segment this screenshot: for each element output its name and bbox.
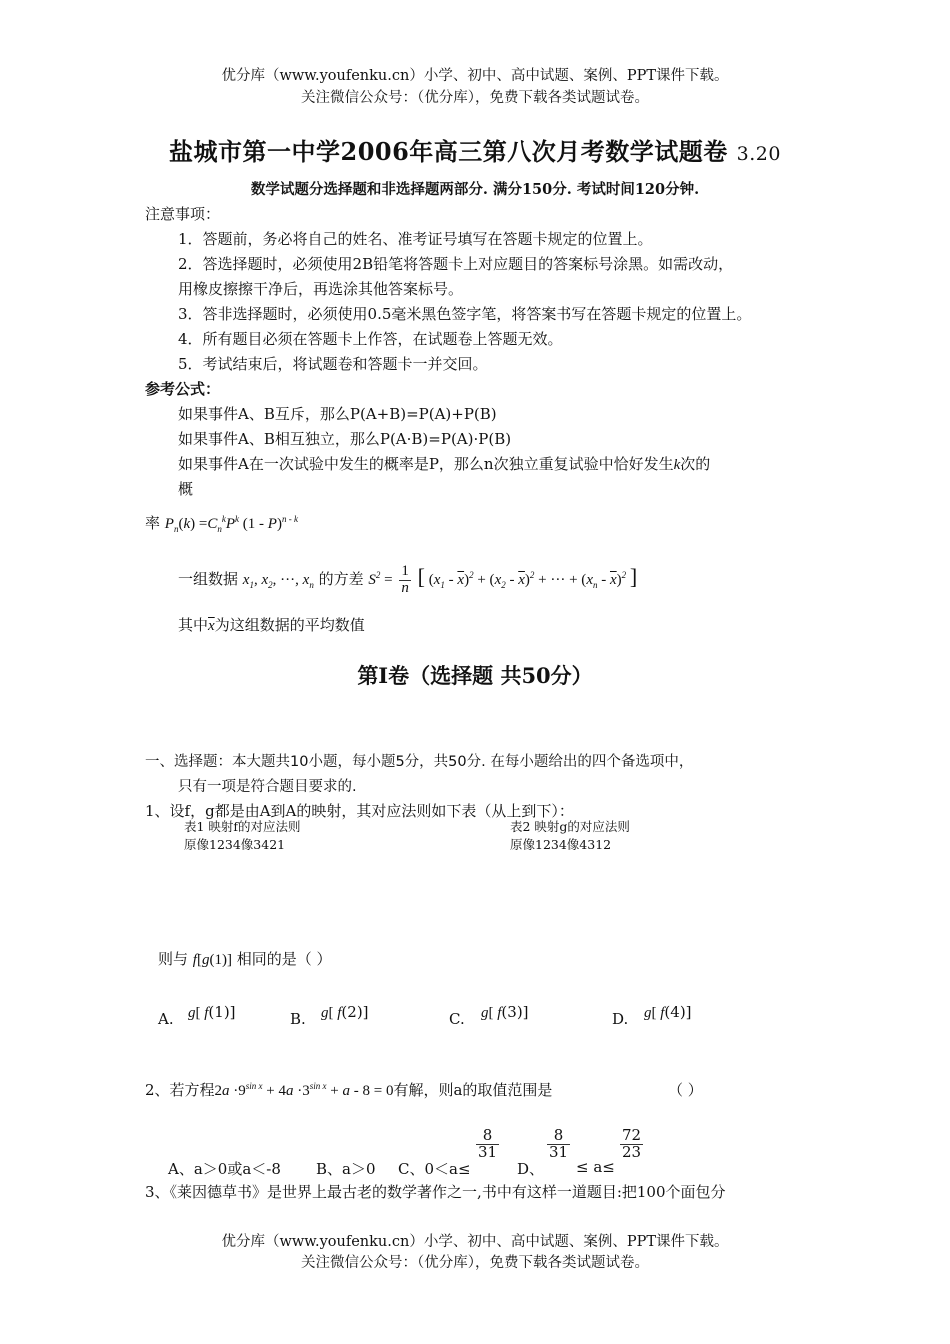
q2-option-d-leq: ≤ a≤ [576, 1158, 615, 1176]
section-title: 第Ⅰ卷（选择题 共50分） [357, 663, 593, 688]
q2-option-a: A、a＞0或a＜-8 [168, 1160, 281, 1178]
part1-instructions-2: 只有一项是符合题目要求的. [178, 779, 357, 795]
header-line-1: 优分库（www.youfenku.cn）小学、初中、高中试题、案例、PPT课件下载。 [221, 68, 729, 84]
formula-binomial-text: 如果事件A在一次试验中发生的概率是P，那么n次独立重复试验中恰好发生k次的 [178, 455, 711, 473]
header-line-2: 关注微信公众号：（优分库），免费下载各类试题试卷。 [301, 90, 649, 106]
q1-stem: 1、设f，g都是由A到A的映射，其对应法则如下表（从上到下）： [145, 802, 574, 820]
q1-table2-row: 原像1234像4312 [510, 837, 612, 852]
subtitle: 数学试题分选择题和非选择题两部分. 满分150分. 考试时间120分钟. [250, 181, 700, 198]
q2-option-d-fraction-high: $\frac{72}{23}$ [622, 1126, 642, 1161]
q1-option-b-expr: g[ f(2)] [321, 1003, 369, 1021]
q1-option-b: B. [290, 1010, 306, 1028]
notice-item: 用橡皮擦擦干净后，再选涂其他答案标号。 [178, 280, 464, 298]
footer-line-1: 优分库（www.youfenku.cn）小学、初中、高中试题、案例、PPT课件下载。 [221, 1234, 729, 1250]
q1-option-a-expr: g[ f(1)] [188, 1003, 236, 1021]
q2-answer-bracket: （ ） [668, 1081, 703, 1099]
q1-table2-caption: 表2 映射g的对应法则 [510, 819, 630, 834]
footer-line-2: 关注微信公众号：（优分库），免费下载各类试题试卷。 [301, 1255, 649, 1271]
notice-item: 5．考试结束后，将试题卷和答题卡一并交回。 [178, 355, 488, 373]
notice-item: 4．所有题目必须在答题卡上作答，在试题卷上答题无效。 [178, 330, 563, 348]
formula-variance: 一组数据 $x_1$, $x_2$, ···, $x_n$ 的方差 $S^2$ = $\frac{1}{n}$ [ $(x_1 - \overline{x})^2 + (x_2 - \overline{x})^2$ + ··· + $(x_n - \overline{x})^2$ ] [178, 562, 638, 596]
q1-option-c: C. [449, 1010, 465, 1028]
q2-option-c: C、0＜a≤ [398, 1160, 471, 1178]
formulas-heading: 参考公式： [145, 380, 221, 398]
q1-ask: 则与 f[g(1)] 相同的是（ ） [158, 950, 332, 968]
q2-option-d-fraction-low: $\frac{8}{31}$ [549, 1126, 569, 1161]
part1-instructions-1: 一、选择题：本大题共10小题，每小题5分，共50分. 在每小题给出的四个备选项中， [145, 754, 694, 770]
q1-option-d: D. [612, 1010, 629, 1028]
q2-option-b: B、a＞0 [316, 1160, 376, 1178]
q1-option-d-expr: g[ f(4)] [644, 1003, 692, 1021]
q2-option-c-fraction: $\frac{8}{31}$ [478, 1126, 498, 1161]
formula-binomial: 率 $P_n(k) =C_n^kP^k$ (1 - P)$^{n - k}$ [145, 514, 298, 534]
page-title: 盐城市第一中学2006年高三第八次月考数学试题卷 3.20 [169, 137, 781, 166]
q1-option-a: A. [158, 1010, 174, 1028]
formula-exclusive: 如果事件A、B互斥，那么P(A+B)=P(A)+P(B) [178, 405, 497, 423]
formula-independent: 如果事件A、B相互独立，那么P(A·B)=P(A)·P(B) [178, 430, 512, 448]
notice-item: 2．答选择题时，必须使用2B铅笔将答题卡上对应题目的答案标号涂黑。如需改动， [178, 255, 734, 273]
q3-stem: 3、《莱因德草书》是世界上最古老的数学著作之一,书中有这样一道题目:把100个面包分 [145, 1183, 726, 1201]
q2-stem: 2、若方程$2a \cdot 9^{sin x} + 4a \cdot 3^{sin x} + a - 8 = 0$有解，则a的取值范围是 [145, 1081, 553, 1099]
q1-table1-row: 原像1234像3421 [184, 837, 286, 852]
q2-option-d: D、 [517, 1160, 545, 1178]
q1-table1-caption: 表1 映射f的对应法则 [184, 819, 301, 834]
formula-mean-note: 其中$\overline{x}$为这组数据的平均数值 [178, 616, 365, 634]
formula-binomial-wrap: 概 [178, 480, 194, 498]
q1-option-c-expr: g[ f(3)] [481, 1003, 529, 1021]
notice-item: 3．答非选择题时，必须使用0.5毫米黑色签字笔，将答案书写在答题卡规定的位置上。 [178, 305, 752, 323]
notice-item: 1．答题前，务必将自己的姓名、准考证号填写在答题卡规定的位置上。 [178, 230, 653, 248]
notice-heading: 注意事项： [145, 205, 221, 223]
